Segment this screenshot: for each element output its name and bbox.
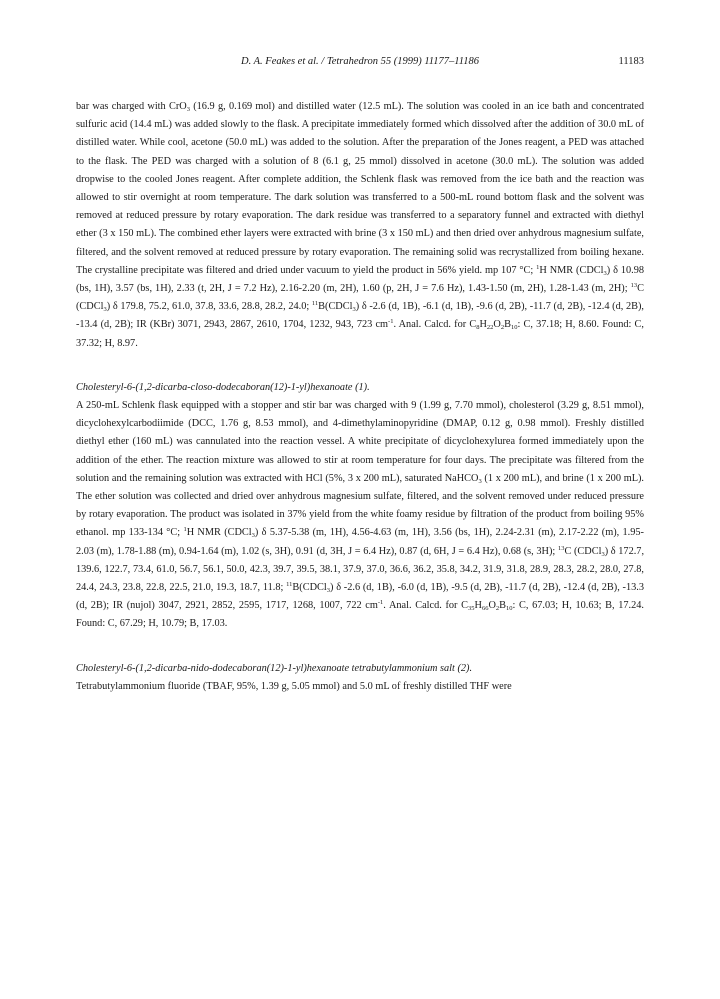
running-header	[76, 56, 644, 70]
running-head: D. A. Feakes et al. / Tetrahedron 55 (1999) 11177–11186	[241, 56, 479, 67]
paragraph-compound-1-synthesis: A 250-mL Schlenk flask equipped with a stopper and stir bar was charged with 9 (1.99 g, 7.70 mmol), cholesterol (3.29 g, 8.51 mmol), dicyclohexylcarbodiimide (DCC, 1.76 g, 8.53 mmol), and 4-dimethylaminopyridine (DMAP, 0.12 g, 0.98 mmol). Freshly distilled diethyl ether (160 mL) was cannulated into the reaction vessel. A white precipitate of dicyclohexylurea formed immediately upon the addition of the ether. The reaction mixture was allowed to stir at room temperature for four days. The precipitate was filtered from the solution and the remaining solution was extracted with HCl (5%, 3 x 200 mL), saturated NaHCO$_3$ (1 x 200 mL), and brine (1 x 200 mL). The ether solution was collected and dried over anhydrous magnesium sulfate, filtered, and the solvent removed under reduced pressure by rotary evaporation. The product was isolated in 37% yield from the white foamy residue by filtration of the product from boiling 95% ethanol. mp 133-134 °C; $^1$H NMR (CDCl$_3$) δ 5.37-5.38 (m, 1H), 4.56-4.63 (m, 1H), 3.56 (bs, 1H), 2.24-2.31 (m), 2.17-2.22 (m), 1.95-2.03 (m), 1.78-1.88 (m), 0.94-1.64 (m), 1.02 (s, 3H), 0.91 (d, 3H, J = 6.4 Hz), 0.87 (d, 6H, J = 6.4 Hz), 0.68 (s, 3H); $^{13}$C (CDCl$_3$) δ 172.7, 139.6, 122.7, 73.4, 61.0, 56.7, 56.1, 50.0, 42.3, 39.7, 39.5, 38.1, 37.9, 37.0, 36.6, 36.2, 35.8, 34.2, 31.9, 31.8, 28.9, 28.3, 28.2, 28.0, 27.8, 24.4, 24.3, 23.8, 22.8, 22.5, 21.0, 19.3, 18.7, 11.8; $^{11}$B(CDCl$_3$) δ -2.6 (d, 1B), -6.0 (d, 1B), -9.5 (d, 2B), -11.7 (d, 2B), -12.4 (d, 2B), -13.3 (d, 2B); IR (nujol) 3047, 2921, 2852, 2595, 1717, 1268, 1007, 722 $cm^{-1}$. Anal. Calcd. for $C_{35}H_{66}O_2B_{10}$: C, 67.03; H, 10.63; B, 17.24. Found: C, 67.29; H, 10.79; B, 17.03.	[76, 400, 645, 630]
section-heading-compound-2: Cholesteryl-6-(1,2-dicarba-nido-dodecaboran(12)-1-yl)hexanoate tetrabutylammonium salt (2).	[76, 662, 473, 674]
article-body	[76, 98, 644, 696]
section-heading-compound-1: Cholesteryl-6-(1,2-dicarba-closo-dodecaboran(12)-1-yl)hexanoate (1).	[76, 381, 370, 393]
page-number: 11183	[618, 56, 644, 67]
paragraph-jones-oxidation: bar was charged with CrO$_3$ (16.9 g, 0.169 mol) and distilled water (12.5 mL). The solution was cooled in an ice bath and concentrated sulfuric acid (14.4 mL) was added slowly to the flask. A precipitate immediately formed which dissolved after the addition of 30.0 mL of distilled water. While cool, acetone (50.0 mL) was added to the solution. After the preparation of the Jones reagent, a PED was attached to the flask. The PED was charged with a solution of 8 (6.1 g, 25 mmol) dissolved in acetone (30.0 mL). The solution was added dropwise to the cooled Jones reagent. After complete addition, the Schlenk flask was removed from the ice bath and the reaction was allowed to stir overnight at room temperature. The dark solution was transferred to a 500-mL round bottom flask and the solvent was removed at reduced pressure by rotary evaporation. The dark residue was transferred to a separatory funnel and extracted with diethyl ether (3 x 150 mL). The combined ether layers were extracted with brine (3 x 150 mL) and then dried over anhydrous magnesium sulfate, filtered, and the solvent removed at reduced pressure by rotary evaporation. The remaining solid was recrystallized from boiling hexane. The crystalline precipitate was filtered and dried under vacuum to yield the product in 56% yield. mp 107 °C; $^1$H NMR (CDCl$_3$) δ 10.98 (bs, 1H), 3.57 (bs, 1H), 2.33 (t, 2H, J = 7.2 Hz), 2.16-2.20 (m, 2H), 1.60 (p, 2H, J = 7.6 Hz), 1.43-1.50 (m, 2H), 1.28-1.43 (m, 2H); $^{13}$C (CDCl$_3$) δ 179.8, 75.2, 61.0, 37.8, 33.6, 28.8, 28.2, 24.0; $^{11}$B(CDCl$_3$) δ -2.6 (d, 1B), -6.1 (d, 1B), -9.6 (d, 2B), -11.7 (d, 2B), -12.4 (d, 2B), -13.4 (d, 2B); IR (KBr) 3071, 2943, 2867, 2610, 1704, 1232, 943, 723 $cm^{-1}$. Anal. Calcd. for $C_8H_{22}O_2B_{10}$: C, 37.18; H, 8.60. Found: C, 37.32; H, 8.97.	[76, 101, 645, 349]
paragraph-compound-2-synthesis: Tetrabutylammonium fluoride (TBAF, 95%, 1.39 g, 5.05 mmol) and 5.0 mL of freshly distilled THF were	[76, 680, 512, 692]
